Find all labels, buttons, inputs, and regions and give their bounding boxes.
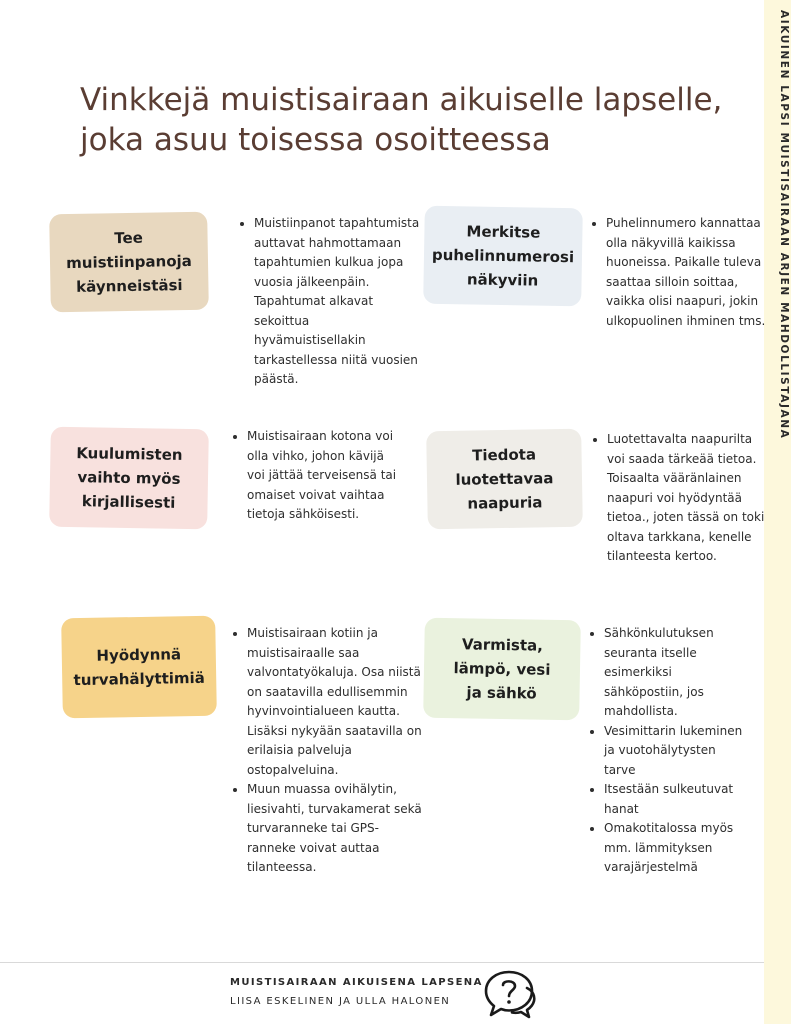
list-item: • Muistisairaan kotiin ja muistisairaalle saa valvontatyökaluja. Osa niistä on saatavilla edullisemmin hyvinvointialueen kautta. Lisäksi nykyään saatavilla on erilaisia palveluja ostopalveluina. [247,624,423,780]
tip-card-news [49,427,209,530]
tip-list-neighbour [591,430,773,567]
footer-title: MUISTISAIRAAN AIKUISENA LAPSENA [230,977,483,988]
tip-card-label: Hyödynnä turvahälyttimiä [73,645,205,690]
tip-list-phone [590,214,766,331]
footer-divider [0,962,764,963]
tip-list-utilities [588,624,750,878]
tip-card-label: Kuulumisten vaihto myös kirjallisesti [76,444,183,512]
tip-card-neighbour [426,429,583,530]
list-item: • Muistiinpanot tapahtumista auttavat hahmottamaan tapahtumien kulkua jopa vuosia jälkeenpäin. Tapahtumat alkavat sekoittua hyvämuistisellakin tarkastellessa niitä vuosien päästä. [254,214,422,390]
tip-card-alarms [61,616,217,719]
tip-card-notes [49,212,209,313]
list-item: • Itsestään sulkeutuvat hanat [604,780,750,819]
tip-card-utilities [423,618,581,721]
tip-card-label: Tee muistiinpanoja käynneistäsi [66,228,192,296]
tip-list-notes [238,214,422,390]
tip-card-phone [423,206,583,307]
list-item: • Vesimittarin lukeminen ja vuotohälytysten tarve [604,722,750,781]
tip-card-label: Tiedota luotettavaa naapuria [455,445,554,513]
footer-authors: LIISA ESKELINEN JA ULLA HALONEN [230,996,451,1007]
list-item: • Omakotitalossa myös mm. lämmityksen varajärjestelmä [604,819,750,878]
list-item: • Puhelinnumero kannattaa olla näkyvillä kaikissa huoneissa. Paikalle tuleva saattaa silloin soittaa, vaikka olisi naapuri, jokin ulkopuolinen ihminen tms. [606,214,766,331]
page-title-line-2: joka asuu toisessa osoitteessa [80,122,551,158]
tip-list-news [231,427,397,525]
side-label: AIKUINEN LAPSI MUISTISAIRAAN ARJEN MAHDOLLISTAJANA [778,10,790,440]
tip-card-label: Varmista, lämpö, vesi ja sähkö [453,635,551,703]
list-item: • Muistisairaan kotona voi olla vihko, johon kävijä voi jättää terveisensä tai omaiset voivat vaihtaa tietoja sähköisesti. [247,427,397,525]
chat-question-icon [483,968,537,1020]
list-item: • Muun muassa ovihälytin, liesivahti, turvakamerat sekä turvaranneke tai GPS-ranneke voivat auttaa tilanteessa. [247,780,423,878]
page-title-line-1: Vinkkejä muistisairaan aikuiselle lapselle, [80,82,723,118]
tip-card-label: Merkitse puhelinnumerosi näkyviin [431,222,575,290]
list-item: • Luotettavalta naapurilta voi saada tärkeää tietoa. Toisaalta vääränlainen naapuri voi hyödyntää tietoa., joten tässä on toki oltava tarkkana, kenelle tilanteesta kertoo. [607,430,773,567]
list-item: • Sähkönkulutuksen seuranta itselle esimerkiksi sähköpostiin, jos mahdollista. [604,624,750,722]
tip-list-alarms [231,624,423,878]
page-title [80,80,740,160]
